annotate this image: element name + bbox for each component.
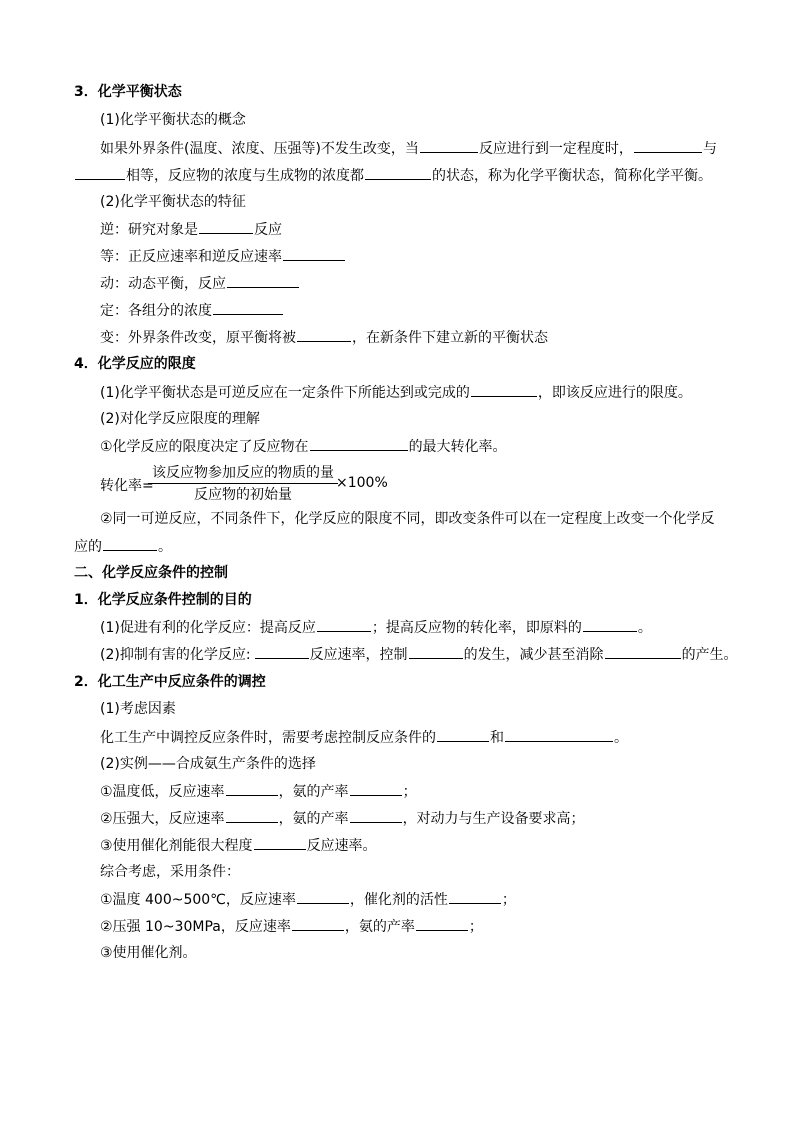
- text: 动：动态平衡，反应: [100, 276, 226, 292]
- text: 反应进行到一定程度时，: [478, 141, 633, 157]
- text: 应的: [74, 539, 102, 555]
- fill-blank[interactable]: [255, 644, 309, 659]
- text: ；: [402, 784, 417, 800]
- fill-blank[interactable]: [420, 138, 478, 153]
- part-2-title: 二、化学反应条件的控制: [74, 565, 228, 581]
- text: 的状态，称为化学平衡状态，简称化学平衡。: [432, 168, 712, 184]
- text: ，即该反应进行的限度。: [537, 385, 692, 401]
- feature-ding: [100, 300, 284, 321]
- limit-point-1: [100, 436, 507, 457]
- text: (1)化学平衡状态是可逆反应在一定条件下所能达到或完成的: [100, 385, 470, 401]
- text: 反应速率。: [306, 838, 377, 854]
- text: 的发生，减少甚至消除: [463, 647, 604, 663]
- text: 反应速率，控制: [309, 647, 408, 663]
- text: 与: [702, 141, 717, 157]
- example-item-1: [100, 781, 417, 802]
- heading-control-purpose: 1．化学反应条件控制的目的: [74, 592, 252, 608]
- fill-blank[interactable]: [213, 300, 283, 315]
- text: 化工生产中调控反应条件时，需要考虑控制反应条件的: [100, 730, 436, 746]
- text: ③使用催化剂能很大程度: [100, 838, 253, 854]
- considerations-heading: (1)考虑因素: [100, 701, 176, 717]
- section-3-title: 3．化学平衡状态: [74, 84, 182, 100]
- text: ②压强 10~30MPa，反应速率: [100, 919, 291, 935]
- feature-ni: [100, 219, 282, 240]
- definition-line-1: [100, 138, 717, 159]
- example-heading: (2)实例——合成氨生产条件的选择: [100, 756, 316, 772]
- text: 变：外界条件改变，原平衡将被: [100, 330, 296, 346]
- text: ，催化剂的活性: [349, 892, 448, 908]
- fill-blank[interactable]: [471, 382, 537, 397]
- fill-blank[interactable]: [292, 916, 344, 931]
- text: 逆：研究对象是: [100, 222, 198, 238]
- subsection-1-heading: (1)化学平衡状态的概念: [100, 112, 246, 128]
- text: 如果外界条件(温度、浓度、压强等)不发生改变，当: [100, 141, 419, 157]
- text: ；提高反应物的转化率，即原料的: [371, 620, 582, 636]
- limit-understanding-heading: (2)对化学反应限度的理解: [100, 411, 260, 427]
- fill-blank[interactable]: [226, 808, 278, 823]
- text: 。: [158, 539, 172, 555]
- heading-industrial-control: 2．化工生产中反应条件的调控: [74, 674, 266, 690]
- fill-blank[interactable]: [199, 219, 253, 234]
- text: ；: [501, 892, 516, 908]
- text: ，对动力与生产设备要求高；: [402, 811, 585, 827]
- text: (1)促进有利的化学反应：提高反应: [100, 620, 316, 636]
- fill-blank[interactable]: [350, 781, 402, 796]
- fill-blank[interactable]: [437, 727, 489, 742]
- text: ，在新条件下建立新的平衡状态: [352, 330, 548, 346]
- formula-label: 转化率=: [100, 478, 154, 494]
- fill-blank[interactable]: [317, 617, 371, 632]
- fill-blank[interactable]: [297, 889, 349, 904]
- fill-blank[interactable]: [310, 436, 408, 451]
- text: ，氨的产率: [278, 811, 349, 827]
- fill-blank[interactable]: [103, 536, 157, 551]
- overall-consideration: 综合考虑，采用条件：: [100, 864, 240, 880]
- text: 反应: [254, 222, 282, 238]
- feature-bian: [100, 327, 548, 348]
- limit-statement: [100, 382, 692, 403]
- fill-blank[interactable]: [583, 617, 637, 632]
- text: 等：正反应速率和逆反应速率: [100, 249, 282, 265]
- text: 。: [637, 620, 652, 636]
- fill-blank[interactable]: [226, 781, 278, 796]
- limit-point-2: ②同一可逆反应，不同条件下，化学反应的限度不同，即改变条件可以在一定程度上改变一个化学反: [100, 511, 715, 527]
- purpose-2: [100, 644, 738, 665]
- text: 相等，反应物的浓度与生成物的浓度都: [126, 168, 364, 184]
- text: ，氨的产率: [278, 784, 349, 800]
- fill-blank[interactable]: [605, 644, 681, 659]
- example-item-2: [100, 808, 585, 829]
- condition-pressure: [100, 916, 483, 937]
- considerations-text: [100, 727, 628, 748]
- fill-blank[interactable]: [416, 916, 468, 931]
- text: ；: [468, 919, 483, 935]
- fill-blank[interactable]: [409, 644, 463, 659]
- condition-temperature: [100, 889, 516, 910]
- limit-point-2-cont: [74, 536, 172, 557]
- fill-blank[interactable]: [350, 808, 402, 823]
- text: (2)抑制有害的化学反应:: [100, 647, 251, 663]
- text: 的产生。: [681, 647, 738, 663]
- fill-blank[interactable]: [283, 246, 345, 261]
- fill-blank[interactable]: [449, 889, 501, 904]
- text: 的最大转化率。: [408, 439, 507, 455]
- feature-dong: [100, 273, 300, 294]
- text: ①温度低，反应速率: [100, 784, 225, 800]
- definition-line-2: [74, 165, 712, 186]
- example-item-3: [100, 835, 377, 856]
- condition-catalyst: ③使用催化剂。: [100, 945, 197, 961]
- fill-blank[interactable]: [634, 138, 702, 153]
- text: 定：各组分的浓度: [100, 303, 212, 319]
- fill-blank[interactable]: [365, 165, 431, 180]
- text: ①温度 400~500℃，反应速率: [100, 892, 296, 908]
- fill-blank[interactable]: [297, 327, 351, 342]
- text: ，氨的产率: [344, 919, 415, 935]
- fill-blank[interactable]: [254, 835, 306, 850]
- fill-blank[interactable]: [505, 727, 613, 742]
- text: 。: [614, 730, 628, 746]
- text: ①化学反应的限度决定了反应物在: [100, 439, 309, 455]
- text: ②压强大，反应速率: [100, 811, 225, 827]
- formula-numerator: 该反应物参加反应的物质的量: [152, 465, 334, 481]
- subsection-2-heading: (2)化学平衡状态的特征: [100, 194, 246, 210]
- fill-blank[interactable]: [75, 165, 125, 180]
- purpose-1: [100, 617, 652, 638]
- formula-denominator: 反应物的初始量: [194, 487, 292, 503]
- text: 和: [490, 730, 504, 746]
- fill-blank[interactable]: [227, 273, 299, 288]
- feature-deng: [100, 246, 346, 267]
- section-4-title: 4．化学反应的限度: [74, 356, 196, 372]
- formula-suffix: ×100%: [336, 475, 388, 491]
